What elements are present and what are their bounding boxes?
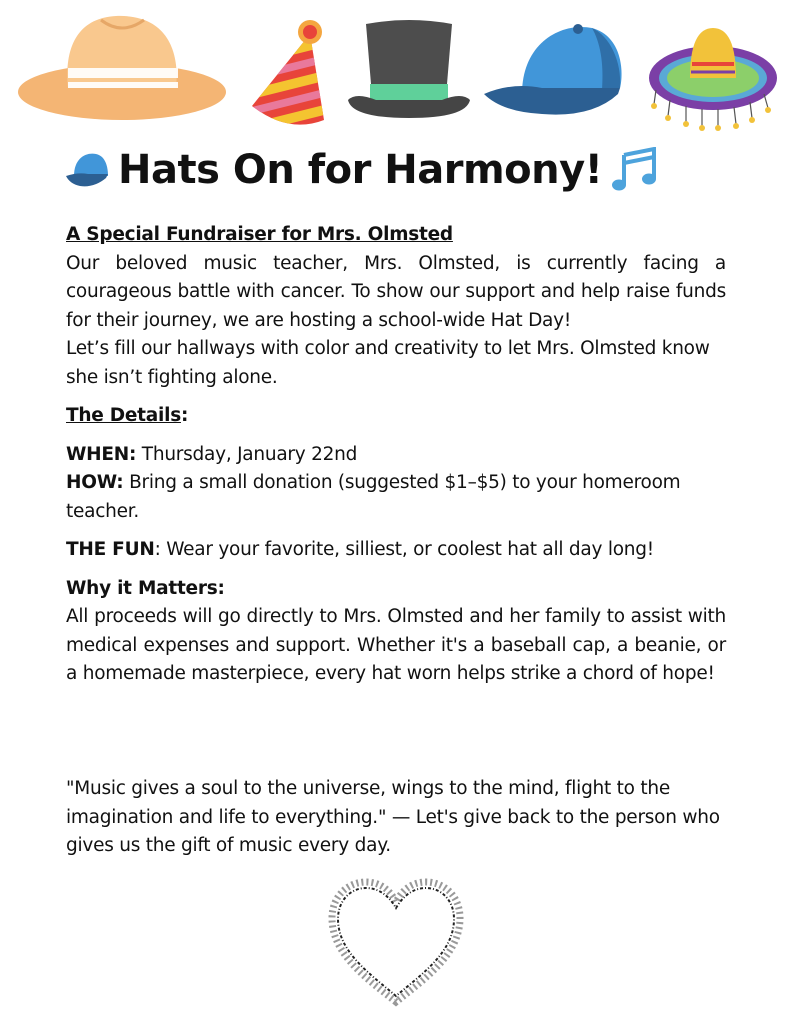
- intro-paragraph-2: Let’s fill our hallways with color and creativity to let Mrs. Olmsted know she isn’t fighting alone.: [66, 338, 710, 388]
- fun-line: [66, 536, 726, 565]
- subtitle: A Special Fundraiser for Mrs. Olmsted: [66, 224, 453, 245]
- how-label: HOW:: [66, 472, 124, 493]
- party-hat-icon: [248, 16, 328, 128]
- music-notes-icon: [610, 147, 658, 193]
- details-heading: The Details: [66, 405, 181, 426]
- how-line: [66, 469, 726, 526]
- baseball-cap-icon: [64, 150, 110, 190]
- why-heading: [66, 575, 726, 604]
- why-heading-text: Why it Matters:: [66, 577, 225, 599]
- intro-paragraph: Our beloved music teacher, Mrs. Olmsted, is currently facing a courageous battle with cancer. To show our support and help raise funds for their journey, we are hosting a school-wide Hat Day!: [66, 252, 726, 331]
- baseball-cap-icon: [482, 22, 624, 122]
- fedora-hat-icon: [16, 10, 228, 125]
- fun-value: : Wear your favorite, silliest, or coolest hat all day long!: [154, 539, 654, 560]
- details-heading-colon: :: [180, 405, 189, 426]
- how-value: Bring a small donation (suggested $1–$5) to your homeroom teacher.: [66, 472, 681, 522]
- why-paragraph: All proceeds will go directly to Mrs. Olmsted and her family to assist with medical expenses and support. Whether it's a baseball cap, a beanie, or a homemade masterpiece, every hat worn helps strike a chord of hope!: [66, 606, 726, 684]
- music-note-heart-icon: [326, 878, 466, 1010]
- when-line: [66, 441, 726, 470]
- details-heading-line: [66, 402, 726, 431]
- music-quote: "Music gives a soul to the universe, wings to the mind, flight to the imagination and life to everything." — Let's give back to the person who gives us the gift of music every day.: [66, 778, 720, 856]
- title-row: [64, 140, 744, 200]
- fun-label: THE FUN: [66, 539, 155, 560]
- sombrero-icon: [646, 24, 780, 132]
- when-value: Thursday, January 22nd: [136, 443, 358, 465]
- top-hat-icon: [346, 16, 472, 120]
- page-title: Hats On for Harmony!: [118, 147, 603, 193]
- when-label: WHEN:: [66, 443, 137, 465]
- hat-illustrations: [0, 0, 791, 140]
- flyer-body: [66, 221, 726, 689]
